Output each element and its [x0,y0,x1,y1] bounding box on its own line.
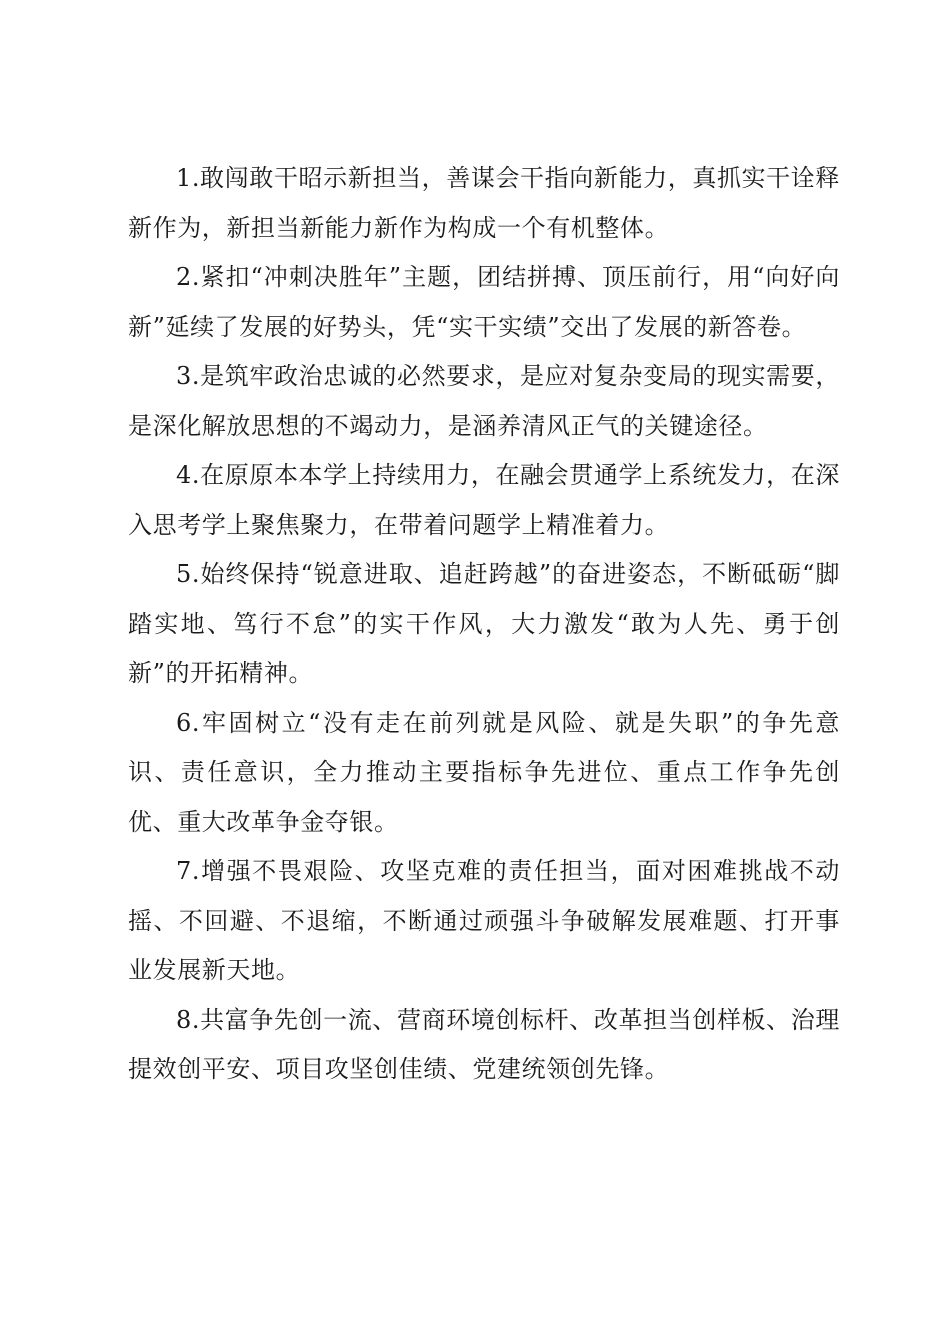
paragraph-7: 7.增强不畏艰险、攻坚克难的责任担当，面对困难挑战不动摇、不回避、不退缩，不断通过顽强斗争破解发展难题、打开事业发展新天地。 [128,857,840,984]
document-body [128,154,840,1095]
paragraph-3: 3.是筑牢政治忠诚的必然要求，是应对复杂变局的现实需要，是深化解放思想的不竭动力，是涵养清风正气的关键途径。 [128,362,840,440]
paragraph-1: 1.敢闯敢干昭示新担当，善谋会干指向新能力，真抓实干诠释新作为，新担当新能力新作为构成一个有机整体。 [128,164,840,242]
paragraph-6: 6.牢固树立“没有走在前列就是风险、就是失职”的争先意识、责任意识，全力推动主要指标争先进位、重点工作争先创优、重大改革争金夺银。 [128,708,840,836]
paragraph-5: 5.始终保持“锐意进取、追赶跨越”的奋进姿态，不断砥砺“脚踏实地、笃行不怠”的实干作风，大力激发“敢为人先、勇于创新”的开拓精神。 [128,560,840,687]
paragraph-8: 8.共富争先创一流、营商环境创标杆、改革担当创样板、治理提效创平安、项目攻坚创佳绩、党建统领创先锋。 [128,1005,840,1083]
paragraph-4: 4.在原原本本学上持续用力，在融会贯通学上系统发力，在深入思考学上聚焦聚力，在带着问题学上精准着力。 [128,461,840,539]
paragraph-2: 2.紧扣“冲刺决胜年”主题，团结拼搏、顶压前行，用“向好向新”延续了发展的好势头，凭“实干实绩”交出了发展的新答卷。 [128,263,840,341]
